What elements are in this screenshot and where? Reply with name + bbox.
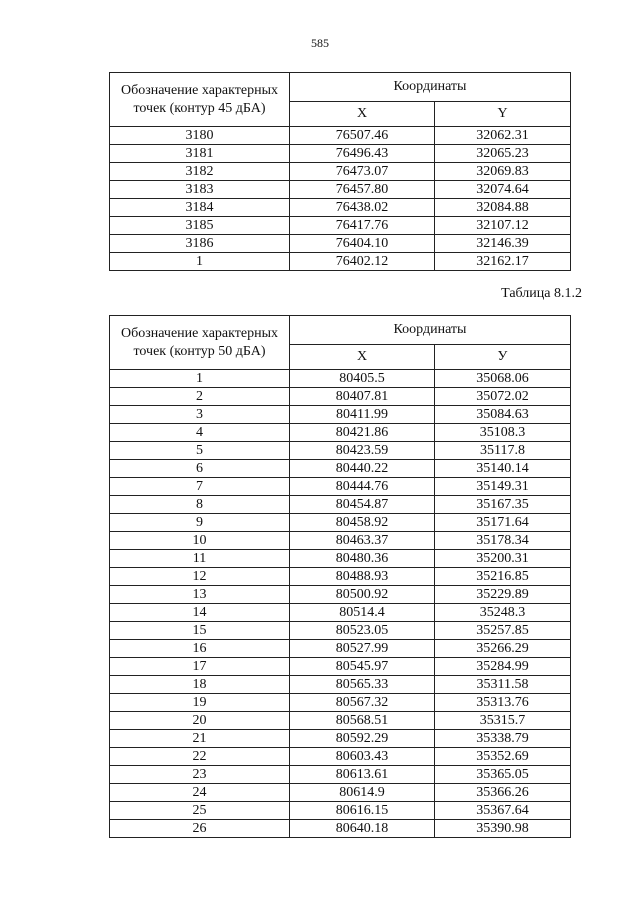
table-row <box>110 622 571 640</box>
cell-y: 32074.64 <box>435 181 571 199</box>
table-row <box>110 784 571 802</box>
cell-x: 76496.43 <box>290 145 435 163</box>
cell-y: 35311.58 <box>435 676 571 694</box>
cell-x: 80568.51 <box>290 712 435 730</box>
cell-y: 35352.69 <box>435 748 571 766</box>
cell-x: 80613.61 <box>290 766 435 784</box>
cell-y: 35390.98 <box>435 820 571 838</box>
cell-point: 12 <box>110 568 290 586</box>
cell-point: 3184 <box>110 199 290 217</box>
cell-x: 76473.07 <box>290 163 435 181</box>
cell-x: 80514.4 <box>290 604 435 622</box>
table-row <box>110 181 571 199</box>
cell-y: 32146.39 <box>435 235 571 253</box>
table-row <box>110 766 571 784</box>
cell-y: 32162.17 <box>435 253 571 271</box>
cell-point: 25 <box>110 802 290 820</box>
table-row <box>110 748 571 766</box>
cell-point: 15 <box>110 622 290 640</box>
cell-x: 80545.97 <box>290 658 435 676</box>
cell-y: 35117.8 <box>435 442 571 460</box>
cell-x: 80614.9 <box>290 784 435 802</box>
cell-y: 35149.31 <box>435 478 571 496</box>
cell-x: 76404.10 <box>290 235 435 253</box>
cell-y: 35338.79 <box>435 730 571 748</box>
cell-x: 80523.05 <box>290 622 435 640</box>
table-row <box>110 640 571 658</box>
table-row <box>110 730 571 748</box>
cell-y: 35313.76 <box>435 694 571 712</box>
cell-point: 1 <box>110 253 290 271</box>
table-row <box>110 370 571 388</box>
table-caption: Таблица 8.1.2 <box>501 286 582 301</box>
cell-y: 35367.64 <box>435 802 571 820</box>
cell-y: 32065.23 <box>435 145 571 163</box>
header-x: X <box>290 102 435 127</box>
table-row <box>110 199 571 217</box>
cell-point: 16 <box>110 640 290 658</box>
table-row <box>110 496 571 514</box>
cell-x: 80407.81 <box>290 388 435 406</box>
cell-point: 3182 <box>110 163 290 181</box>
cell-point: 22 <box>110 748 290 766</box>
cell-y: 35257.85 <box>435 622 571 640</box>
cell-point: 3185 <box>110 217 290 235</box>
cell-x: 80488.93 <box>290 568 435 586</box>
header-y: У <box>435 345 571 370</box>
cell-x: 80500.92 <box>290 586 435 604</box>
table-row <box>110 586 571 604</box>
cell-point: 2 <box>110 388 290 406</box>
cell-y: 35072.02 <box>435 388 571 406</box>
cell-y: 35140.14 <box>435 460 571 478</box>
cell-y: 35167.35 <box>435 496 571 514</box>
cell-point: 10 <box>110 532 290 550</box>
table-row <box>110 802 571 820</box>
header-coordinates: Координаты <box>290 73 571 102</box>
table-row <box>110 406 571 424</box>
cell-y: 32062.31 <box>435 127 571 145</box>
table-row <box>110 145 571 163</box>
cell-point: 11 <box>110 550 290 568</box>
cell-y: 32069.83 <box>435 163 571 181</box>
table-body <box>110 127 571 271</box>
table-row <box>110 163 571 181</box>
cell-x: 80423.59 <box>290 442 435 460</box>
cell-point: 23 <box>110 766 290 784</box>
cell-point: 3183 <box>110 181 290 199</box>
cell-point: 26 <box>110 820 290 838</box>
table-row <box>110 235 571 253</box>
table-body <box>110 370 571 838</box>
cell-y: 35365.05 <box>435 766 571 784</box>
table-row <box>110 712 571 730</box>
cell-x: 80565.33 <box>290 676 435 694</box>
cell-x: 80440.22 <box>290 460 435 478</box>
cell-point: 21 <box>110 730 290 748</box>
cell-y: 35171.64 <box>435 514 571 532</box>
table-row <box>110 820 571 838</box>
cell-point: 3 <box>110 406 290 424</box>
table-row <box>110 514 571 532</box>
cell-y: 35266.29 <box>435 640 571 658</box>
header-coordinates: Координаты <box>290 316 571 345</box>
table-row <box>110 253 571 271</box>
cell-y: 35178.34 <box>435 532 571 550</box>
cell-y: 35068.06 <box>435 370 571 388</box>
cell-x: 80454.87 <box>290 496 435 514</box>
cell-y: 35248.3 <box>435 604 571 622</box>
cell-point: 24 <box>110 784 290 802</box>
cell-x: 76417.76 <box>290 217 435 235</box>
table-row <box>110 658 571 676</box>
cell-point: 18 <box>110 676 290 694</box>
table-row <box>110 568 571 586</box>
table-row <box>110 388 571 406</box>
cell-x: 80603.43 <box>290 748 435 766</box>
cell-x: 80527.99 <box>290 640 435 658</box>
cell-x: 80411.99 <box>290 406 435 424</box>
cell-x: 80616.15 <box>290 802 435 820</box>
cell-x: 80567.32 <box>290 694 435 712</box>
cell-y: 32084.88 <box>435 199 571 217</box>
cell-x: 80463.37 <box>290 532 435 550</box>
cell-y: 35229.89 <box>435 586 571 604</box>
cell-x: 80480.36 <box>290 550 435 568</box>
cell-y: 35108.3 <box>435 424 571 442</box>
table-row <box>110 217 571 235</box>
cell-y: 35084.63 <box>435 406 571 424</box>
cell-point: 3180 <box>110 127 290 145</box>
cell-x: 80444.76 <box>290 478 435 496</box>
table-row <box>110 127 571 145</box>
cell-x: 76507.46 <box>290 127 435 145</box>
cell-point: 7 <box>110 478 290 496</box>
cell-point: 4 <box>110 424 290 442</box>
table-row <box>110 478 571 496</box>
cell-point: 3181 <box>110 145 290 163</box>
cell-x: 80421.86 <box>290 424 435 442</box>
cell-y: 32107.12 <box>435 217 571 235</box>
header-point-designation: Обозначение характерных точек (контур 50 дБА) <box>110 316 290 370</box>
header-y: Y <box>435 102 571 127</box>
table-row <box>110 550 571 568</box>
cell-x: 76457.80 <box>290 181 435 199</box>
coordinates-table-50dba <box>109 315 571 838</box>
cell-y: 35200.31 <box>435 550 571 568</box>
cell-x: 76402.12 <box>290 253 435 271</box>
cell-y: 35216.85 <box>435 568 571 586</box>
table-row <box>110 676 571 694</box>
table-row <box>110 532 571 550</box>
cell-point: 6 <box>110 460 290 478</box>
header-x: X <box>290 345 435 370</box>
cell-point: 9 <box>110 514 290 532</box>
cell-y: 35366.26 <box>435 784 571 802</box>
cell-point: 20 <box>110 712 290 730</box>
cell-x: 80592.29 <box>290 730 435 748</box>
cell-point: 13 <box>110 586 290 604</box>
table-row <box>110 442 571 460</box>
cell-point: 8 <box>110 496 290 514</box>
table-row <box>110 460 571 478</box>
table-row <box>110 694 571 712</box>
cell-x: 76438.02 <box>290 199 435 217</box>
cell-point: 14 <box>110 604 290 622</box>
cell-point: 3186 <box>110 235 290 253</box>
table-row <box>110 424 571 442</box>
cell-x: 80405.5 <box>290 370 435 388</box>
cell-point: 1 <box>110 370 290 388</box>
cell-point: 5 <box>110 442 290 460</box>
coordinates-table-45dba <box>109 72 571 271</box>
cell-y: 35284.99 <box>435 658 571 676</box>
header-point-designation: Обозначение характерных точек (контур 45 дБА) <box>110 73 290 127</box>
cell-x: 80458.92 <box>290 514 435 532</box>
cell-point: 19 <box>110 694 290 712</box>
page-number: 585 <box>311 36 329 50</box>
table-row <box>110 604 571 622</box>
cell-point: 17 <box>110 658 290 676</box>
cell-x: 80640.18 <box>290 820 435 838</box>
cell-y: 35315.7 <box>435 712 571 730</box>
